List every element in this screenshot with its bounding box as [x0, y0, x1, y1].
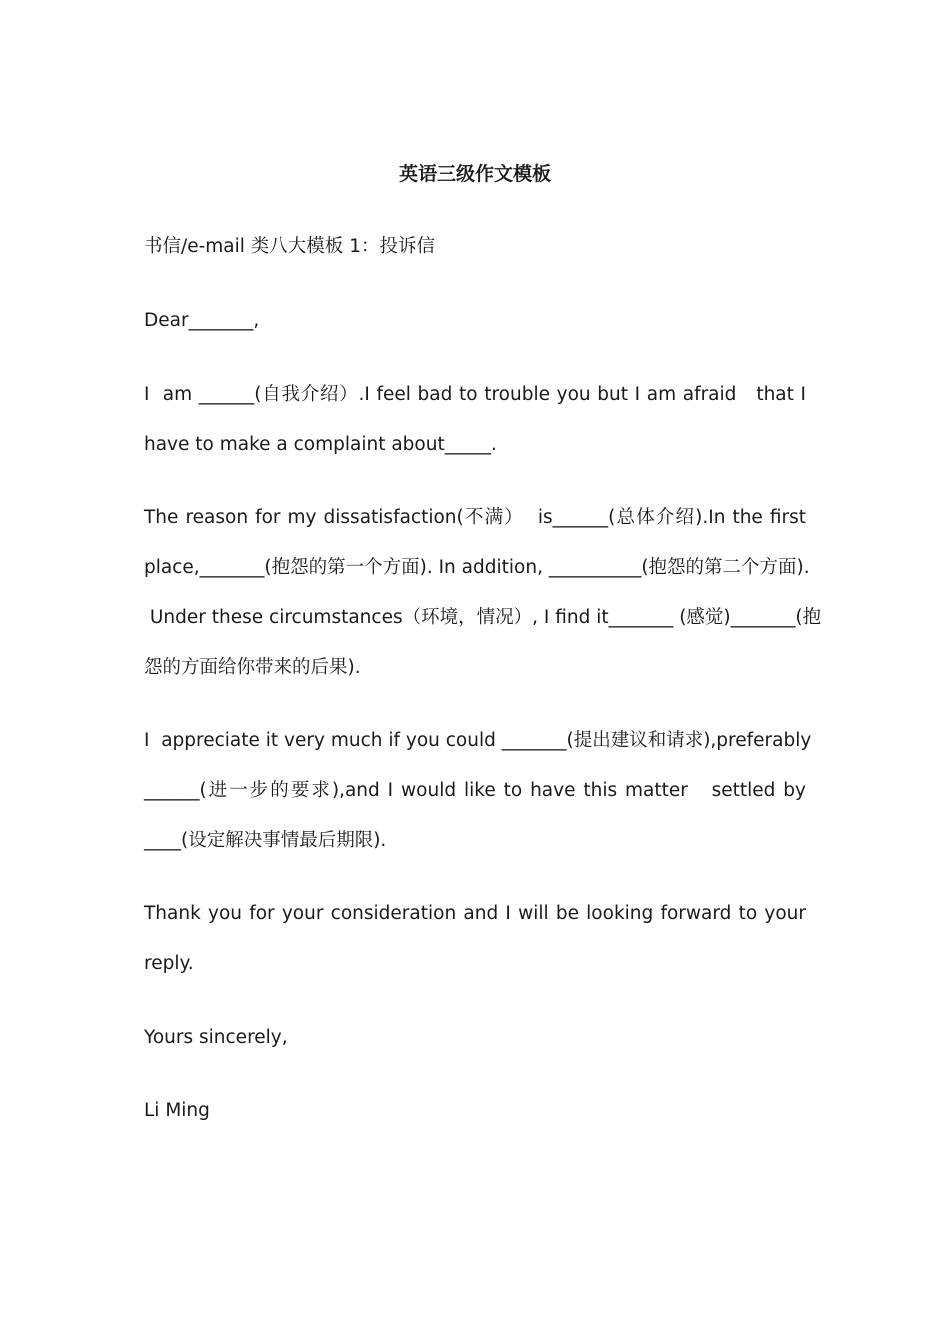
paragraph-line: Under these circumstances（环境，情况）, I find it_______ (感觉)_______(抱	[144, 607, 822, 628]
paragraph-line: I appreciate it very much if you could _______(提出建议和请求),preferably	[144, 730, 812, 751]
paragraph-reason	[144, 493, 822, 693]
paragraph-line: reply.	[144, 953, 194, 974]
signature-line: Li Ming	[144, 1100, 210, 1121]
document-title: 英语三级作文模板	[398, 163, 551, 185]
salutation	[144, 296, 806, 346]
document-subtitle	[144, 222, 806, 272]
closing	[144, 1013, 806, 1063]
paragraph-line: ____(设定解决事情最后期限).	[144, 830, 387, 851]
paragraph-line: ______(进一步的要求),and I would like to have this matter settled by	[144, 780, 806, 801]
paragraph-line: I am ______(自我介绍）.I feel bad to trouble you but I am afraid that I	[144, 384, 806, 405]
signature	[144, 1086, 806, 1136]
paragraph-request	[144, 716, 812, 866]
paragraph-line: 怨的方面给你带来的后果).	[144, 657, 361, 678]
paragraph-thanks	[144, 889, 806, 989]
paragraph-introduction	[144, 370, 806, 470]
paragraph-line: have to make a complaint about_____.	[144, 434, 497, 455]
paragraph-line: Thank you for your consideration and I will be looking forward to your	[144, 903, 806, 924]
subtitle-line: 书信/e-mail 类八大模板 1：投诉信	[144, 236, 435, 257]
paragraph-line: The reason for my dissatisfaction(不满） is______(总体介绍).In the first	[144, 507, 806, 528]
salutation-line: Dear_______,	[144, 310, 260, 331]
paragraph-line: place,_______(抱怨的第一个方面). In addition, __________(抱怨的第二个方面).	[144, 557, 810, 578]
closing-line: Yours sincerely,	[144, 1027, 288, 1048]
